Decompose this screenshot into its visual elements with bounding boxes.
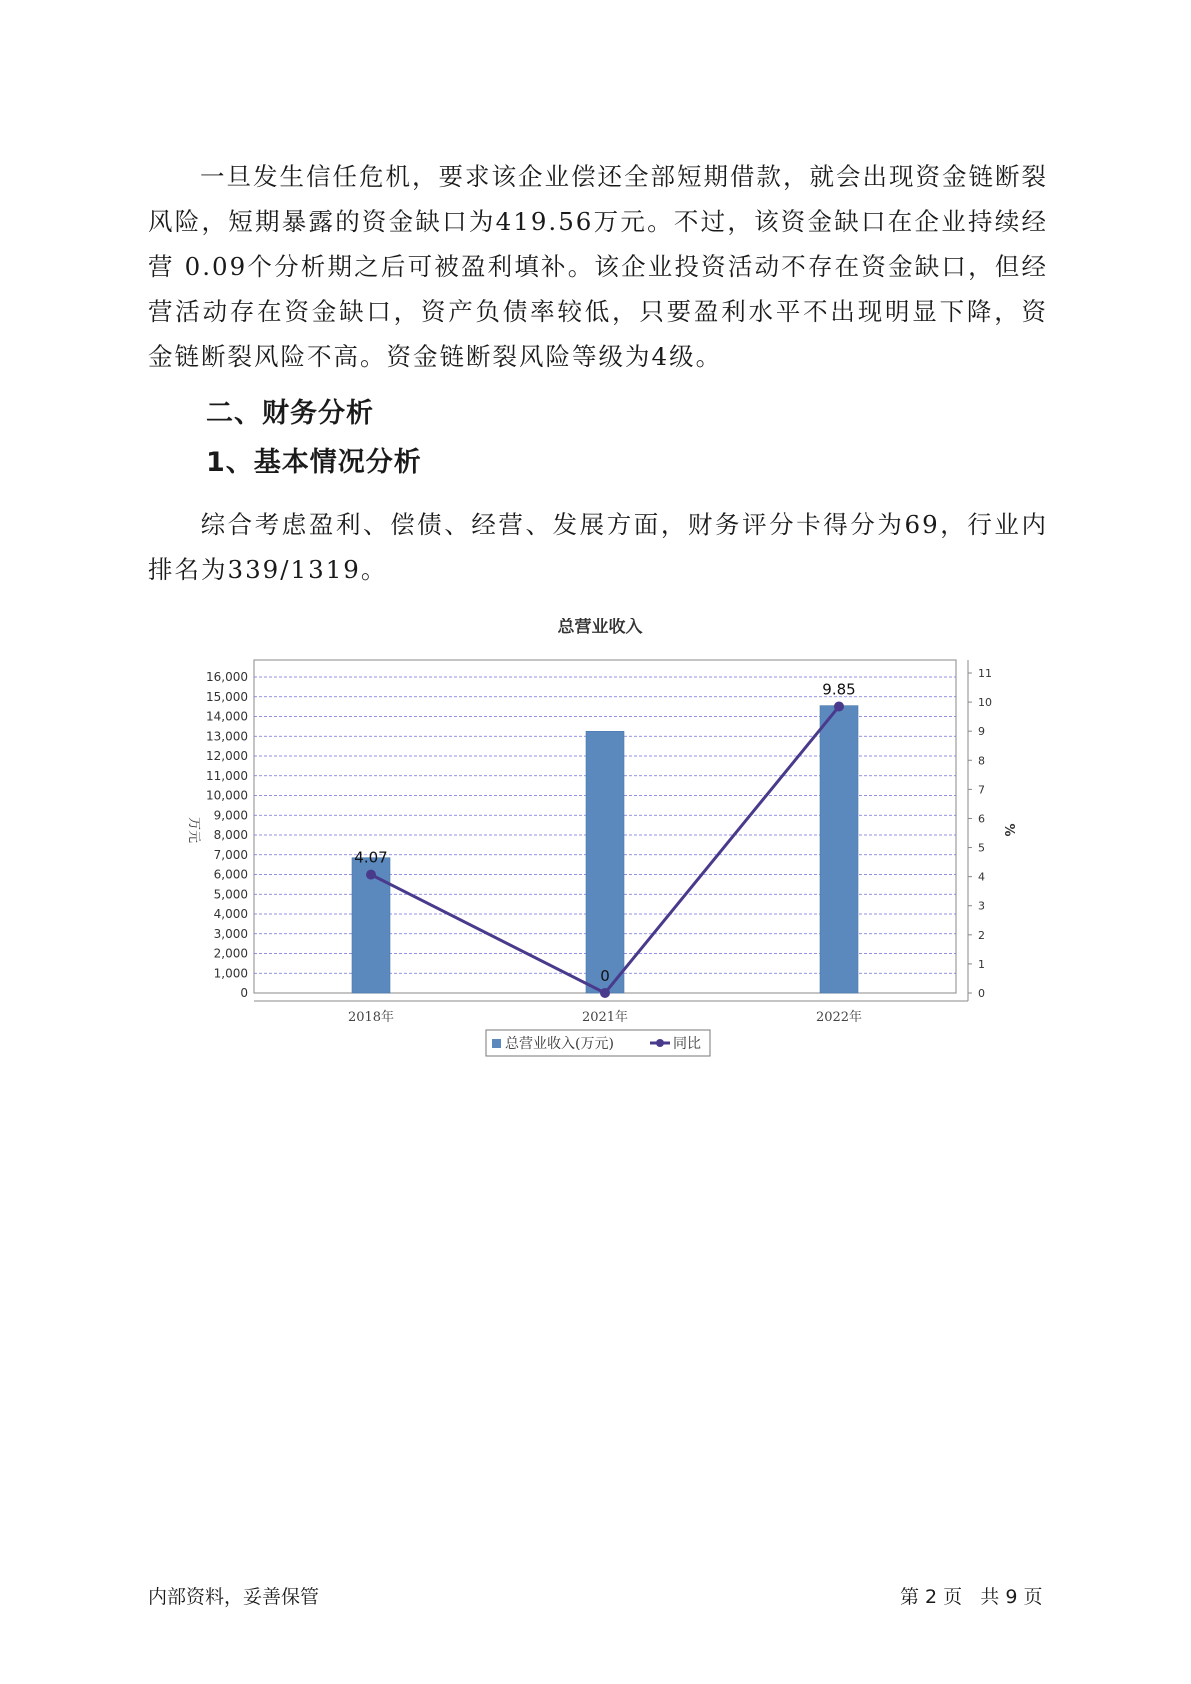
yoy-data-label: 0: [600, 967, 610, 985]
y2-tick-label: 4: [978, 870, 985, 884]
yoy-point: [600, 988, 610, 998]
legend-swatch-yoy-point: [656, 1039, 664, 1047]
footer-confidential: 内部资料，妥善保管: [148, 1586, 320, 1608]
yoy-data-label: 4.07: [354, 848, 388, 867]
revenue-bar: [820, 706, 858, 993]
revenue-chart: [170, 618, 1020, 1068]
y-tick-label: 10,000: [206, 788, 248, 803]
y-tick-label: 11,000: [206, 768, 248, 783]
chart-title: 总营业收入: [557, 618, 643, 637]
yoy-point: [366, 870, 376, 880]
y-tick-label: 5,000: [213, 887, 248, 902]
y2-tick-label: 7: [978, 783, 985, 797]
y-axis-label: 万元: [186, 816, 201, 844]
y-tick-label: 14,000: [206, 709, 248, 724]
footer-page-number: 第 2 页 共 9 页: [900, 1586, 1043, 1608]
section-heading: 二、财务分析: [206, 398, 374, 429]
y-tick-label: 2,000: [213, 946, 248, 961]
y-tick-label: 3,000: [213, 926, 248, 941]
y2-tick-label: 8: [978, 754, 985, 768]
y2-tick-label: 11: [978, 667, 992, 680]
y2-axis-label: %: [1001, 823, 1016, 837]
y2-tick-label: 10: [978, 696, 992, 710]
y-tick-label: 1,000: [213, 966, 248, 981]
y-tick-label: 15,000: [206, 689, 248, 704]
y2-tick-label: 6: [978, 812, 985, 826]
subsection-heading: 1、基本情况分析: [206, 447, 422, 478]
y-tick-label: 4,000: [213, 907, 248, 921]
yoy-point: [834, 701, 844, 711]
y-tick-label: 0: [240, 986, 248, 1000]
y-tick-label: 16,000: [206, 670, 248, 684]
y2-tick-label: 1: [978, 957, 985, 971]
y2-tick-label: 2: [978, 928, 985, 942]
basic-analysis-paragraph: 综合考虑盈利、偿债、经营、发展方面，财务评分卡得分为69，行业内排名为339/1319。: [148, 510, 1048, 584]
y2-tick-label: 0: [978, 987, 985, 1000]
y-tick-label: 12,000: [206, 749, 248, 763]
y-tick-label: 6,000: [213, 867, 248, 882]
legend-swatch-revenue: [492, 1039, 501, 1048]
x-tick-label: 2021年: [581, 1010, 629, 1025]
x-tick-label: 2018年: [347, 1010, 395, 1025]
revenue-bar: [586, 731, 624, 993]
yoy-data-label: 9.85: [822, 680, 856, 699]
y-tick-label: 8,000: [213, 828, 248, 842]
y2-tick-label: 5: [978, 841, 985, 855]
risk-paragraph: 一旦发生信任危机，要求该企业偿还全部短期借款，就会出现资金链断裂风险，短期暴露的资金缺口为419.56万元。不过，该资金缺口在企业持续经营 0.09个分析期之后可被盈利填补。该企业投资活动不存在资金缺口，但经营活动存在资金缺口，资产负债率较低，只要盈利水平不出现明显下降，资金链断裂风险不高。资金链断裂风险等级为4级。: [148, 162, 1048, 371]
y-tick-label: 13,000: [206, 729, 248, 744]
y-tick-label: 9,000: [213, 808, 248, 823]
x-tick-label: 2022年: [815, 1010, 863, 1025]
legend-label-revenue: 总营业收入(万元): [505, 1036, 614, 1052]
legend-label-yoy: 同比: [673, 1036, 701, 1052]
y2-tick-label: 9: [978, 725, 985, 739]
y-tick-label: 7,000: [213, 847, 248, 862]
y2-tick-label: 3: [978, 899, 985, 913]
